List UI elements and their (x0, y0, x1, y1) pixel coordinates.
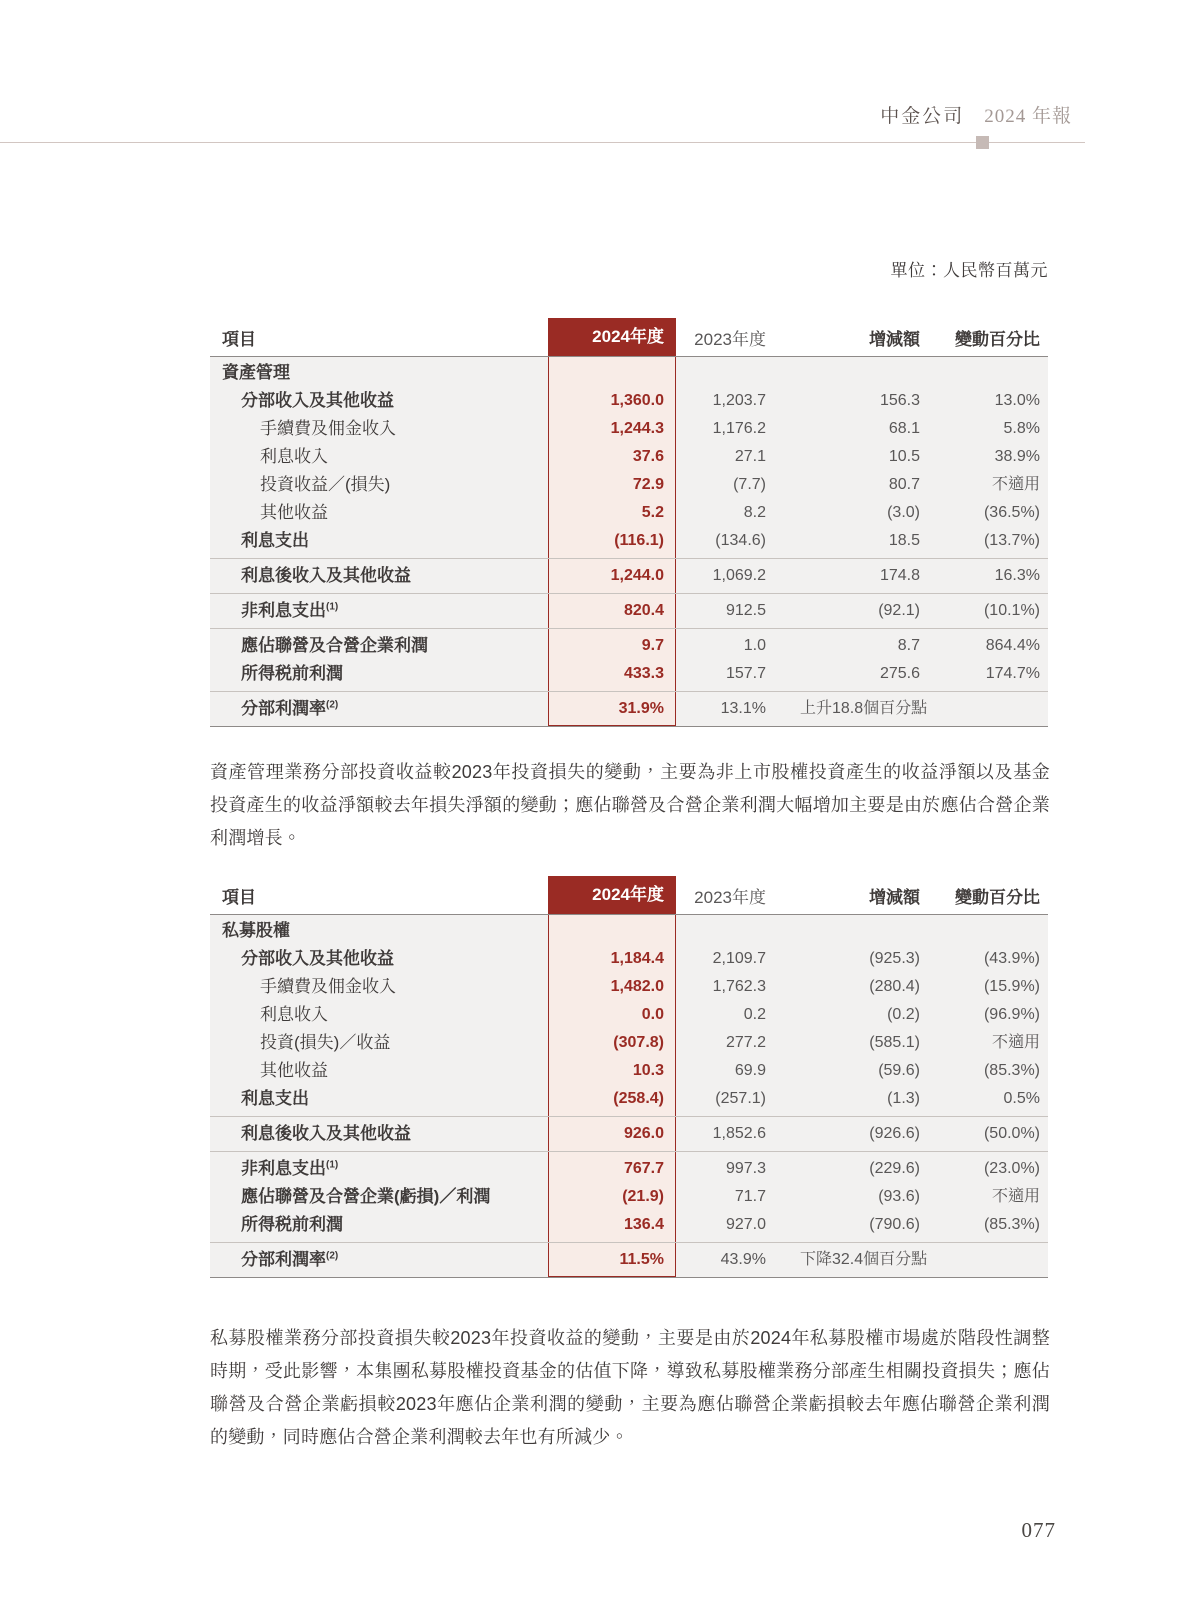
col-2023: 2023年度 (694, 887, 766, 907)
cell-percent-value: 13.0% (994, 392, 1040, 409)
cell-2023-value: 43.9% (720, 1251, 766, 1268)
cell-note: 上升18.8個百分點 (800, 700, 928, 717)
col-change: 增減額 (869, 887, 920, 907)
cell-2023-value: 1,203.7 (712, 392, 766, 409)
cell-2024-value: 9.7 (641, 637, 664, 654)
row-label: 利息收入 (260, 447, 328, 466)
cell-percent-value: 38.9% (994, 448, 1040, 465)
cell-2024-value (548, 359, 676, 387)
cell-2024-value: 0.0 (641, 1006, 664, 1023)
cell-2024-value: 72.9 (632, 476, 664, 493)
cell-change-value: (280.4) (869, 978, 920, 995)
table-header-row (210, 876, 1048, 914)
table-row (210, 499, 1048, 527)
cell-percent-value: 不適用 (991, 476, 1040, 493)
cell-2024-value: 1,360.0 (610, 392, 664, 409)
cell-percent-value: (85.3%) (983, 1216, 1040, 1233)
col-2023: 2023年度 (694, 329, 766, 349)
cell-change-value: 10.5 (888, 448, 920, 465)
cell-2023-value: 27.1 (734, 448, 766, 465)
cell-change-value: (229.6) (869, 1160, 920, 1177)
row-label: 非利息支出$^{(1)}$ (241, 1159, 339, 1178)
cell-percent-value: 0.5% (1003, 1090, 1040, 1107)
cell-2024-value: 1,184.4 (610, 950, 664, 967)
cell-2023-value (676, 359, 786, 387)
col-item: 項目 (222, 329, 256, 349)
table-row (210, 1057, 1048, 1085)
cell-change-value: 80.7 (888, 476, 920, 493)
cell-2024-value: (21.9) (622, 1188, 664, 1205)
company-name: 中金公司 (880, 106, 965, 127)
table-row (210, 1085, 1048, 1113)
cell-percent-value: (50.0%) (983, 1125, 1040, 1142)
cell-percent-value: 不適用 (991, 1188, 1040, 1205)
row-group-divider (210, 593, 1048, 594)
cell-change-value: 275.6 (879, 665, 920, 682)
row-label: 利息支出 (241, 531, 309, 550)
col-2024: 2024年度 (548, 876, 676, 914)
table-row (210, 917, 1048, 945)
cell-2024-value: 926.0 (623, 1125, 664, 1142)
cell-percent-value: (13.7%) (983, 532, 1040, 549)
cell-2023-value: 1,852.6 (712, 1125, 766, 1142)
row-label: 應佔聯營及合營企業(虧損)／利潤 (241, 1187, 491, 1206)
cell-2023-value: (134.6) (715, 532, 766, 549)
row-label: 利息後收入及其他收益 (241, 1124, 411, 1143)
table-row (210, 1120, 1048, 1148)
table-row (210, 1246, 1048, 1274)
row-label: 分部利潤率$^{(2)}$ (241, 1250, 339, 1269)
col-item: 項目 (222, 887, 256, 907)
cell-2024-value: (307.8) (613, 1034, 664, 1051)
cell-percent-value (936, 359, 1048, 387)
footnote-marker: (2) (326, 1250, 339, 1262)
row-label: 分部利潤率$^{(2)}$ (241, 699, 339, 718)
cell-2023-value: 71.7 (734, 1188, 766, 1205)
cell-2023-value: (7.7) (733, 476, 766, 493)
col-change: 增減額 (869, 329, 920, 349)
row-label: 利息支出 (241, 1089, 309, 1108)
col-2024: 2024年度 (548, 318, 676, 356)
row-label: 資產管理 (222, 363, 290, 382)
cell-2023-value: 1,762.3 (712, 978, 766, 995)
cell-change-value (786, 917, 936, 945)
cell-2024-value: 136.4 (623, 1216, 664, 1233)
table-row (210, 973, 1048, 1001)
cell-2023-value: 1,176.2 (712, 420, 766, 437)
table-body (210, 914, 1048, 1278)
cell-2023-value: 8.2 (743, 504, 766, 521)
cell-percent-value: 864.4% (985, 637, 1040, 654)
row-label: 其他收益 (260, 1061, 328, 1080)
cell-percent-value: (85.3%) (983, 1062, 1040, 1079)
cell-2023-value: 0.2 (743, 1006, 766, 1023)
row-label: 應佔聯營及合營企業利潤 (241, 636, 428, 655)
cell-change-value: 8.7 (897, 637, 920, 654)
row-label: 手續費及佣金收入 (260, 419, 396, 438)
cell-2024-value: 37.6 (632, 448, 664, 465)
cell-2024-value: (258.4) (613, 1090, 664, 1107)
cell-change-value: (93.6) (878, 1188, 920, 1205)
cell-2023-value: 1.0 (743, 637, 766, 654)
cell-percent-value: (96.9%) (983, 1006, 1040, 1023)
cell-2024-value: 767.7 (623, 1160, 664, 1177)
row-label: 其他收益 (260, 503, 328, 522)
cell-2024-value: 1,482.0 (610, 978, 664, 995)
header-rule-marker (976, 136, 989, 149)
table-row (210, 359, 1048, 387)
table-row (210, 1183, 1048, 1211)
cell-change-value: (3.0) (887, 504, 920, 521)
cell-2024-value: 1,244.0 (610, 567, 664, 584)
cell-2024-value: 5.2 (641, 504, 664, 521)
cell-2023-value: (257.1) (715, 1090, 766, 1107)
private-equity-segment-table (210, 876, 1048, 1278)
cell-2023-value: 13.1% (720, 700, 766, 717)
table-row (210, 695, 1048, 723)
table-row (210, 632, 1048, 660)
cell-2024-value: 11.5% (619, 1251, 664, 1268)
cell-2023-value: 157.7 (725, 665, 766, 682)
footnote-marker: (2) (326, 699, 339, 711)
col-percent: 變動百分比 (955, 887, 1040, 907)
cell-2023-value: 277.2 (725, 1034, 766, 1051)
cell-percent-value (936, 917, 1048, 945)
cell-percent-value: 5.8% (1003, 420, 1040, 437)
cell-change-value: 174.8 (879, 567, 920, 584)
cell-change-value: (925.3) (869, 950, 920, 967)
row-group-divider (210, 1151, 1048, 1152)
row-label: 非利息支出$^{(1)}$ (241, 601, 339, 620)
cell-change-value: 68.1 (888, 420, 920, 437)
row-group-divider (210, 691, 1048, 692)
cell-2024-value: 820.4 (623, 602, 664, 619)
cell-2024-value: 433.3 (623, 665, 664, 682)
table-row (210, 1155, 1048, 1183)
unit-note: 單位：人民幣百萬元 (890, 261, 1048, 280)
cell-2024-value: 31.9% (618, 700, 664, 717)
cell-change-value: (0.2) (887, 1006, 920, 1023)
table-row (210, 562, 1048, 590)
cell-change-value: (92.1) (878, 602, 920, 619)
cell-2023-value: 2,109.7 (712, 950, 766, 967)
row-label: 分部收入及其他收益 (241, 949, 394, 968)
table-row (210, 443, 1048, 471)
table-body (210, 356, 1048, 727)
row-label: 私募股權 (222, 921, 290, 940)
cell-change-value: (585.1) (869, 1034, 920, 1051)
table-row (210, 1029, 1048, 1057)
cell-percent-value: 16.3% (994, 567, 1040, 584)
row-label: 手續費及佣金收入 (260, 977, 396, 996)
cell-2023-value: 912.5 (725, 602, 766, 619)
cell-2023-value: 1,069.2 (712, 567, 766, 584)
row-group-divider (210, 558, 1048, 559)
cell-percent-value: (36.5%) (983, 504, 1040, 521)
table-row (210, 471, 1048, 499)
table-row (210, 1001, 1048, 1029)
commentary-paragraph-private-equity: 私募股權業務分部投資損失較2023年投資收益的變動，主要是由於2024年私募股權市場處於階段性調整時期，受此影響，本集團私募股權投資基金的估值下降，導致私募股權業務分部產生相關投資損失；應佔聯營及合營企業虧損較2023年應佔企業利潤的變動，主要為應佔聯營企業虧損較去年應佔聯營企業利潤的變動，同時應佔合營企業利潤較去年也有所減少。 (210, 1328, 1050, 1447)
cell-change-value: 156.3 (879, 392, 920, 409)
cell-change-value: 18.5 (888, 532, 920, 549)
cell-2024-value: 1,244.3 (610, 420, 664, 437)
table-row (210, 660, 1048, 688)
cell-2023-value: 927.0 (725, 1216, 766, 1233)
table-row (210, 1211, 1048, 1239)
footnote-marker: (1) (326, 1159, 339, 1171)
cell-note: 下降32.4個百分點 (800, 1251, 928, 1268)
cell-percent-value: (23.0%) (983, 1160, 1040, 1177)
cell-percent-value: (10.1%) (983, 602, 1040, 619)
asset-management-segment-table (210, 318, 1048, 727)
table-row (210, 387, 1048, 415)
cell-2023-value: 69.9 (734, 1062, 766, 1079)
cell-change-value: (59.6) (878, 1062, 920, 1079)
table-row (210, 527, 1048, 555)
row-label: 投資收益／(損失) (260, 475, 391, 494)
row-label: 分部收入及其他收益 (241, 391, 394, 410)
row-group-divider (210, 1116, 1048, 1117)
footnote-marker: (1) (326, 601, 339, 613)
cell-percent-value: 不適用 (991, 1034, 1040, 1051)
row-group-divider (210, 628, 1048, 629)
row-label: 投資(損失)／收益 (260, 1033, 391, 1052)
row-label: 所得税前利潤 (241, 1215, 343, 1234)
cell-2024-value: (116.1) (614, 532, 664, 549)
cell-2023-value: 997.3 (725, 1160, 766, 1177)
row-label: 利息後收入及其他收益 (241, 566, 411, 585)
table-row (210, 597, 1048, 625)
row-label: 所得税前利潤 (241, 664, 343, 683)
cell-change-value (786, 359, 936, 387)
table-row (210, 945, 1048, 973)
cell-percent-value: (15.9%) (983, 978, 1040, 995)
report-year: 2024 年報 (984, 106, 1072, 127)
cell-change-value: (926.6) (869, 1125, 920, 1142)
page-number: 077 (1021, 1518, 1056, 1542)
cell-change-value: (1.3) (887, 1090, 920, 1107)
cell-2024-value (548, 917, 676, 945)
cell-2024-value: 10.3 (632, 1062, 664, 1079)
running-header (880, 101, 1072, 128)
table-row (210, 415, 1048, 443)
row-label: 利息收入 (260, 1005, 328, 1024)
cell-percent-value: 174.7% (985, 665, 1040, 682)
row-group-divider (210, 1242, 1048, 1243)
col-percent: 變動百分比 (955, 329, 1040, 349)
cell-change-value: (790.6) (869, 1216, 920, 1233)
cell-percent-value: (43.9%) (983, 950, 1040, 967)
header-rule (0, 142, 1085, 143)
commentary-paragraph-asset-management: 資產管理業務分部投資收益較2023年投資損失的變動，主要為非上市股權投資產生的收益淨額以及基金投資產生的收益淨額較去年損失淨額的變動；應佔聯營及合營企業利潤大幅增加主要是由於應佔合營企業利潤增長。 (210, 762, 1050, 848)
cell-2023-value (676, 917, 786, 945)
table-header-row (210, 318, 1048, 356)
